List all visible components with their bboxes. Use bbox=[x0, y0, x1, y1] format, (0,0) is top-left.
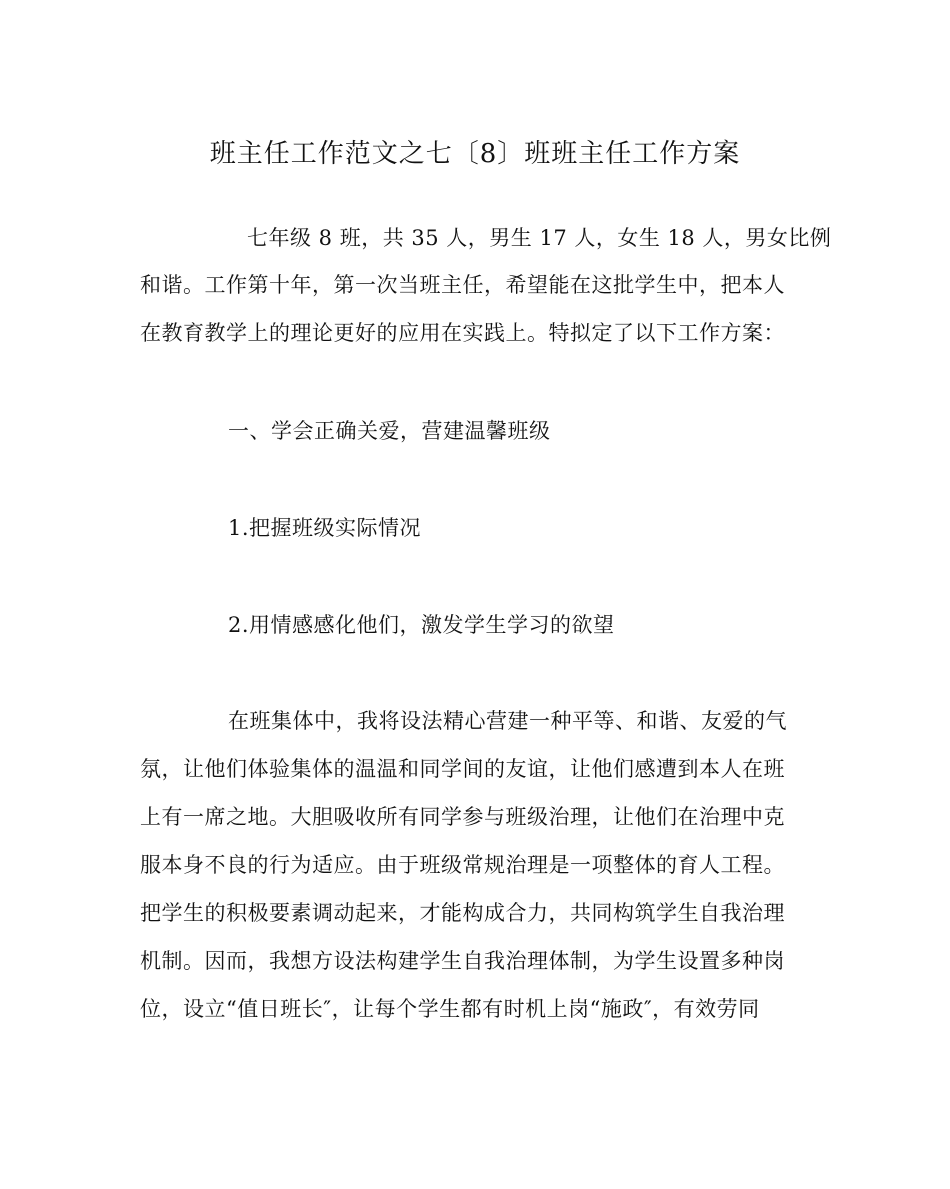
body-line-4: 服本身不良的行为适应。由于班级常规治理是一项整体的育人工程。 bbox=[140, 853, 785, 877]
body-line-2: 氛，让他们体验集体的温温和同学间的友谊，让他们感遭到本人在班 bbox=[140, 757, 785, 781]
section-heading: 一、学会正确关爱，营建温馨班级 bbox=[228, 419, 551, 443]
intro-line-3: 在教育教学上的理论更好的应用在实践上。特拟定了以下工作方案： bbox=[140, 321, 785, 345]
body-line-7: 位，设立“值日班长″，让每个学生都有时机上岗“施政″，有效劳同 bbox=[140, 997, 760, 1021]
intro-line-1: 七年级 8 班，共 35 人，男生 17 人，女生 18 人，男女比例 bbox=[247, 226, 832, 250]
document-title: 班主任工作范文之七〔8〕班班主任工作方案 bbox=[209, 139, 741, 169]
body-line-3: 上有一席之地。大胆吸收所有同学参与班级治理，让他们在治理中克 bbox=[140, 805, 785, 829]
list-item-1: 1.把握班级实际情况 bbox=[228, 516, 422, 540]
list-item-2: 2.用情感感化他们，激发学生学习的欲望 bbox=[228, 613, 615, 637]
body-line-5: 把学生的积极要素调动起来，才能构成合力，共同构筑学生自我治理 bbox=[140, 901, 785, 925]
intro-line-2: 和谐。工作第十年，第一次当班主任，希望能在这批学生中，把本人 bbox=[140, 273, 785, 297]
body-line-1: 在班集体中，我将设法精心营建一种平等、和谐、友爱的气 bbox=[228, 709, 787, 733]
body-line-6: 机制。因而，我想方设法构建学生自我治理体制，为学生设置多种岗 bbox=[140, 949, 785, 973]
